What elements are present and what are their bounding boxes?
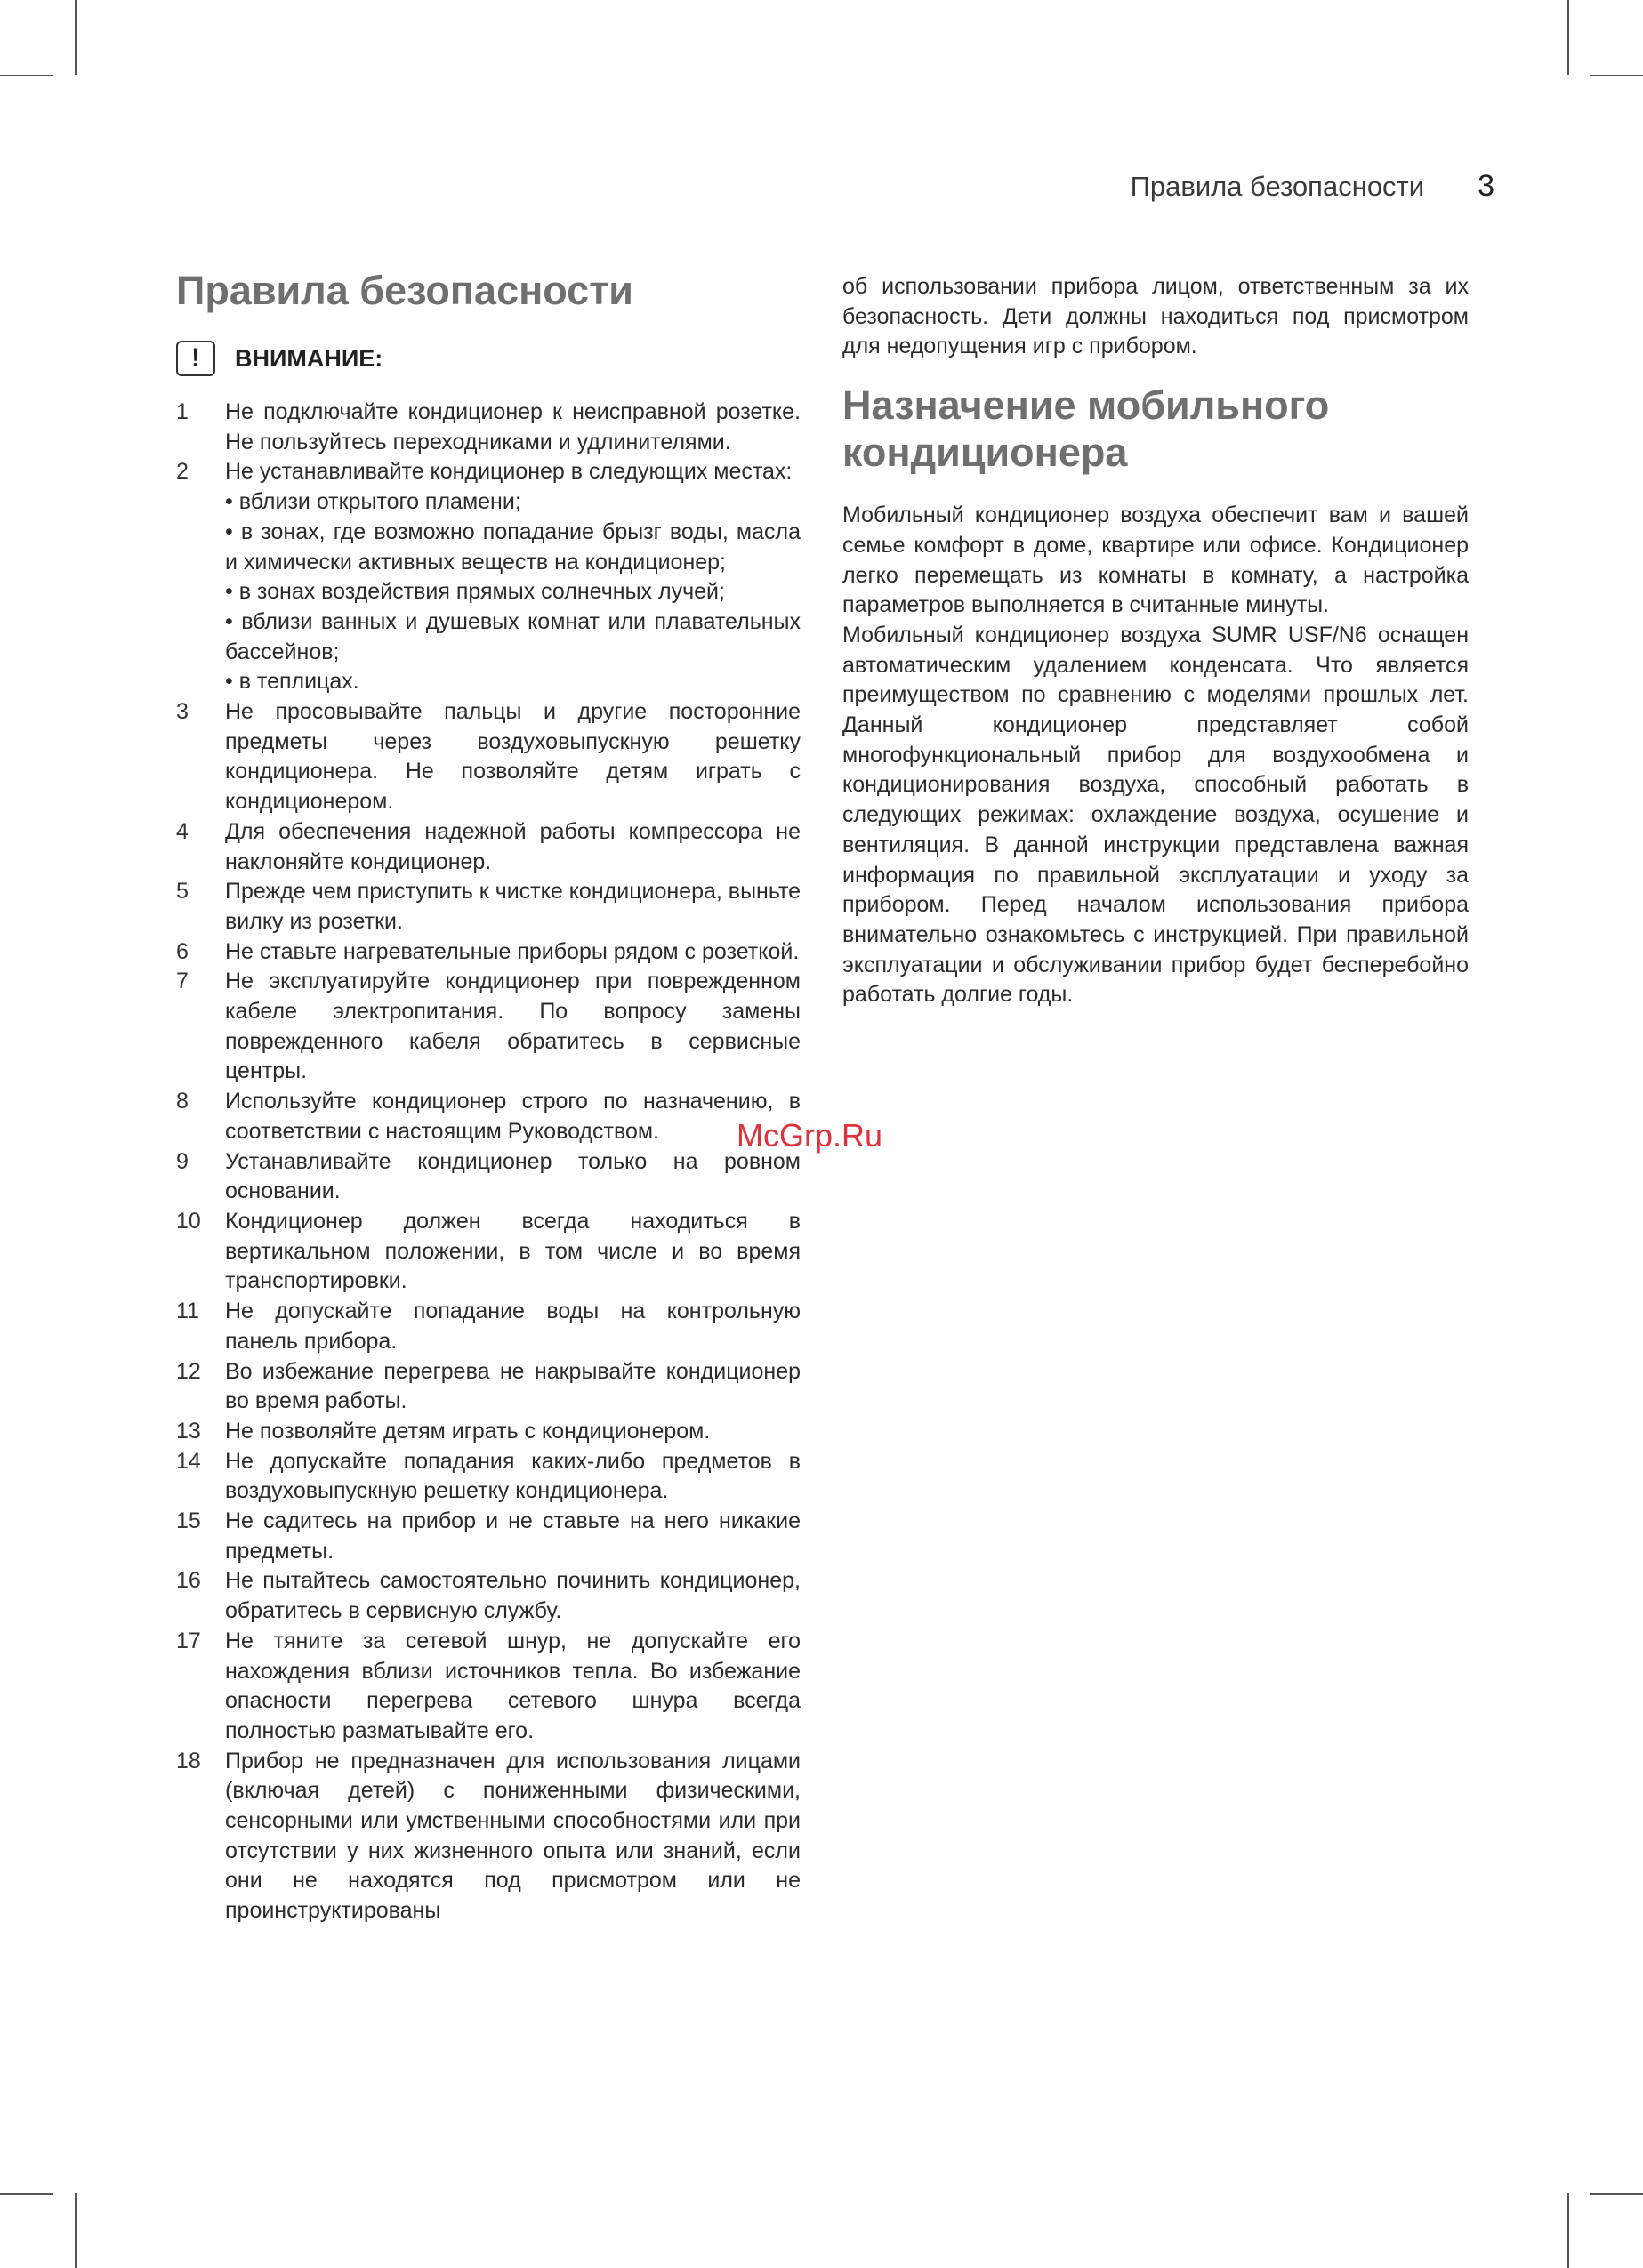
crop-mark	[0, 75, 53, 76]
rule-line: Не позволяйте детям играть с кондиционером.	[225, 1418, 711, 1444]
crop-mark	[75, 2193, 77, 2268]
rule-line: Не подключайте кондиционер к неисправной розетке. Не пользуйтесь переходниками и удлинителями.	[225, 399, 801, 454]
rule-number: 15	[176, 1508, 201, 1534]
rule-number: 1	[176, 399, 189, 424]
rule-line: Прибор не предназначен для использования лицами (включая детей) с пониженными физическими, сенсорными или умственными способностями или при отсутствии у них жизненного опыта или знаний, если они не находятся под присмотром или не проинструктированы	[225, 1748, 801, 1924]
section-title-purpose	[842, 382, 1469, 476]
warning-label: ВНИМАНИЕ:	[235, 344, 383, 372]
rule-number: 11	[176, 1299, 199, 1324]
rule-text	[225, 398, 801, 457]
crop-mark	[1567, 2193, 1569, 2268]
rule-line: Не просовывайте пальцы и другие посторонние предметы через воздуховыпускную решетку кондиционера. Не позволяйте детям играть с кондиционером.	[225, 699, 801, 815]
rule-number: 13	[176, 1418, 201, 1444]
rule-text	[225, 1357, 801, 1417]
rule-number: 8	[176, 1089, 189, 1114]
rule-text	[225, 937, 801, 968]
rule-line: Для обеспечения надежной работы компрессора не наклоняйте кондиционер.	[225, 818, 801, 874]
list-item	[176, 457, 801, 697]
rule-line: Не устанавливайте кондиционер в следующих местах:	[225, 459, 793, 485]
rule-number: 12	[176, 1358, 201, 1384]
rule-continuation: об использовании прибора лицом, ответственным за их безопасность. Дети должны находиться под присмотром для недопущения игр с прибором.	[842, 274, 1469, 359]
list-item	[176, 1507, 801, 1566]
list-item	[176, 1357, 801, 1417]
section-title-safety: Правила безопасности	[176, 268, 633, 313]
rule-line: Кондиционер должен всегда находиться в вертикальном положении, в том числе и во время транспортировки.	[225, 1208, 801, 1294]
list-item	[176, 697, 801, 817]
crop-mark	[0, 2193, 53, 2195]
rule-number: 16	[176, 1568, 201, 1594]
rule-line: Не ставьте нагревательные приборы рядом с розеткой.	[225, 938, 800, 964]
list-item	[176, 398, 801, 457]
rule-number: 5	[176, 879, 189, 905]
rule-text	[225, 877, 801, 937]
rule-line: • в теплицах.	[225, 669, 359, 695]
left-column	[176, 267, 801, 1926]
list-item	[176, 1297, 801, 1356]
list-item	[176, 1417, 801, 1447]
purpose-paragraph-1: Мобильный кондиционер воздуха обеспечит вам и вашей семье комфорт в доме, квартире или офисе. Кондиционер легко перемещать из комнаты в комнату, а настройка параметров выполняется в считанные минуты.	[842, 503, 1469, 618]
rule-text	[225, 1207, 801, 1297]
warning-callout	[176, 341, 801, 376]
rule-text	[225, 1087, 801, 1146]
rule-number: 2	[176, 459, 189, 485]
rule-number: 7	[176, 969, 189, 994]
rule-text	[225, 817, 801, 877]
rule-line: Не допускайте попадания каких-либо предметов в воздуховыпускную решетку кондиционера.	[225, 1448, 801, 1504]
list-item	[176, 937, 801, 968]
list-item	[176, 1207, 801, 1297]
purpose-paragraph-2: Мобильный кондиционер воздуха SUMR USF/N6 оснащен автоматическим удалением конденсата. Что является преимуществом по сравнению с моделями прошлых лет. Данный кондиционер представляет собой многофункциональный прибор для воздухообмена и кондиционирования воздуха, способный работать в следующих режимах: охлаждение воздуха, осушение и вентиляция. В данной инструкции представлена важная информация по правильной эксплуатации и уходу за прибором. Перед началом использования прибора внимательно ознакомьтесь с инструкцией. При правильной эксплуатации и обслуживании прибор будет бесперебойно работать долгие годы.	[842, 622, 1469, 1008]
safety-rules-list	[176, 398, 801, 1926]
rule-number: 4	[176, 818, 189, 844]
crop-mark	[1590, 2193, 1643, 2195]
rule-text	[225, 697, 801, 817]
rule-line: Не допускайте попадание воды на контрольную панель прибора.	[225, 1299, 801, 1354]
rule-line: Не тяните за сетевой шнур, не допускайте его нахождения вблизи источников тепла. Во избежание опасности перегрева сетевого шнура всегда полностью разматывайте его.	[225, 1628, 801, 1743]
list-item	[176, 967, 801, 1087]
rule-line: Устанавливайте кондиционер только на ровном основании.	[225, 1148, 801, 1204]
rule-number: 10	[176, 1208, 201, 1234]
rule-text	[225, 1507, 801, 1566]
section-title-purpose-line2: кондиционера	[842, 430, 1128, 476]
watermark: McGrp.Ru	[737, 1117, 883, 1154]
rule-text	[225, 1297, 801, 1356]
rule-line: • вблизи ванных и душевых комнат или плавательных бассейнов;	[225, 608, 801, 664]
list-item	[176, 817, 801, 877]
list-item	[176, 877, 801, 937]
rule-line: • в зонах воздействия прямых солнечных лучей;	[225, 579, 725, 605]
rule-line: Во избежание перегрева не накрывайте кондиционер во время работы.	[225, 1358, 801, 1414]
crop-mark	[1567, 0, 1569, 75]
list-item	[176, 1447, 801, 1507]
rule-line: Не пытайтесь самостоятельно починить кондиционер, обратитесь в сервисную службу.	[225, 1568, 801, 1624]
list-item	[176, 1627, 801, 1747]
rule-text	[225, 1566, 801, 1626]
rule-number: 14	[176, 1448, 201, 1474]
running-title: Правила безопасности	[1130, 171, 1425, 202]
list-item	[176, 1147, 801, 1207]
rule-line: Прежде чем приступить к чистке кондиционера, выньте вилку из розетки.	[225, 879, 801, 934]
section-title-purpose-line1: Назначение мобильного	[842, 382, 1330, 429]
rule-line: Не садитесь на прибор и не ставьте на него никакие предметы.	[225, 1508, 801, 1564]
rule-line: Не эксплуатируйте кондиционер при поврежденном кабеле электропитания. По вопросу замены поврежденного кабеля обратитесь в сервисные центры.	[225, 969, 801, 1084]
rule-text	[225, 1417, 801, 1447]
rule-number: 18	[176, 1748, 201, 1773]
list-item	[176, 1566, 801, 1626]
rule-number: 9	[176, 1148, 189, 1174]
list-item	[176, 1087, 801, 1146]
rule-number: 17	[176, 1628, 201, 1653]
running-header	[1067, 169, 1494, 204]
rule-text	[225, 457, 801, 697]
rule-line: • вблизи открытого пламени;	[225, 489, 521, 515]
list-item	[176, 1747, 801, 1926]
rule-number: 3	[176, 699, 189, 725]
rule-line: Используйте кондиционер строго по назначению, в соответствии с настоящим Руководством.	[225, 1089, 801, 1144]
rule-text	[225, 1147, 801, 1207]
crop-mark	[75, 0, 77, 75]
rule-text	[225, 1747, 801, 1926]
rule-text	[225, 1627, 801, 1747]
rule-text	[225, 967, 801, 1087]
rule-line: • в зонах, где возможно попадание брызг воды, масла и химически активных веществ на кондиционер;	[225, 519, 801, 575]
exclamation-icon: !	[176, 341, 215, 376]
rule-number: 6	[176, 938, 189, 964]
page-number: 3	[1478, 169, 1494, 203]
crop-mark	[1590, 75, 1643, 76]
rule-text	[225, 1447, 801, 1507]
right-column	[842, 272, 1469, 1010]
